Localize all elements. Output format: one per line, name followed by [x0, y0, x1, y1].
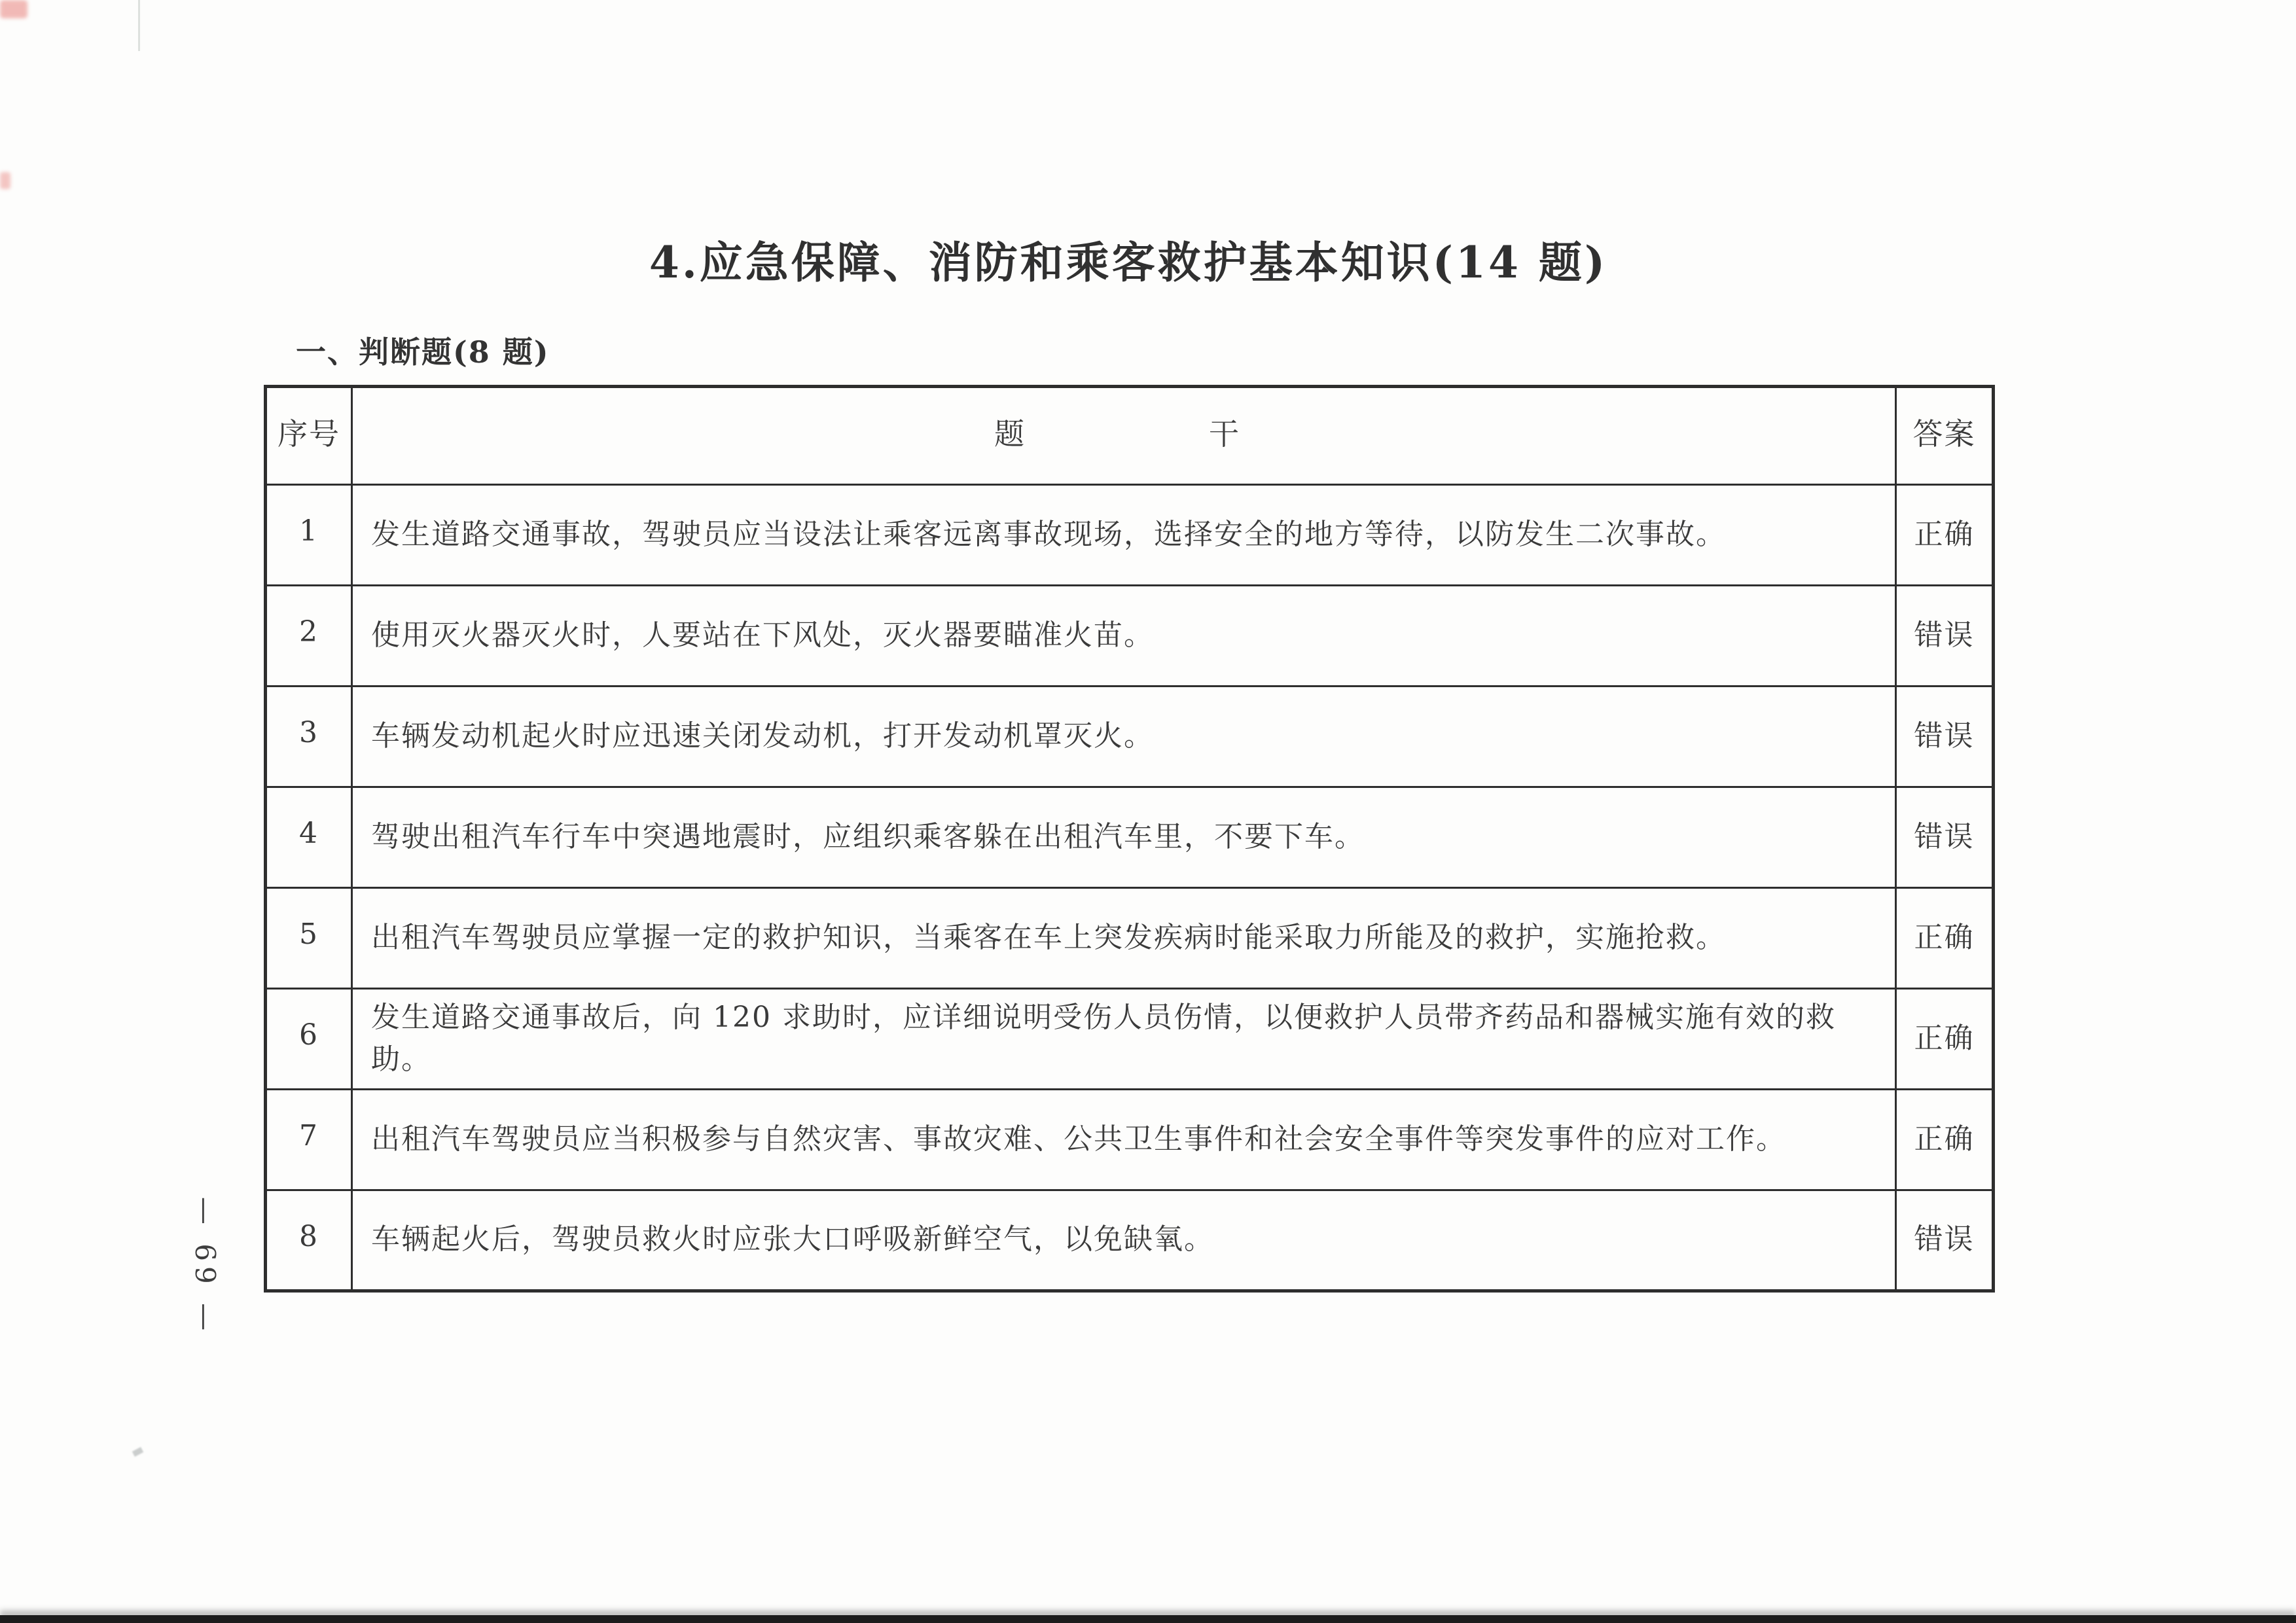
row-number: 6 — [266, 989, 352, 1090]
column-header-question-char-b: 干 — [1209, 416, 1240, 452]
answer-text: 正确 — [1896, 1090, 1994, 1190]
question-text: 出租汽车驾驶员应当积极参与自然灾害、事故灾难、公共卫生事件和社会安全事件等突发事件的应对工作。 — [352, 1090, 1896, 1190]
table-row — [266, 485, 1994, 586]
answer-text: 正确 — [1896, 989, 1994, 1090]
scan-bottom-edge — [0, 1615, 2296, 1623]
column-header-question-char-a: 题 — [994, 416, 1026, 452]
row-number: 1 — [266, 485, 352, 586]
page-title: 4.应急保障、消防和乘客救护基本知识(14 题) — [649, 237, 1608, 288]
answer-text: 正确 — [1896, 485, 1994, 586]
question-text: 发生道路交通事故后，向 120 求助时，应详细说明受伤人员伤情，以便救护人员带齐药品和器械实施有效的救助。 — [352, 989, 1896, 1090]
question-text: 发生道路交通事故，驾驶员应当设法让乘客远离事故现场，选择安全的地方等待，以防发生二次事故。 — [352, 485, 1896, 586]
answer-text: 错误 — [1896, 586, 1994, 687]
row-number: 8 — [266, 1190, 352, 1291]
scanner-red-smudge — [0, 0, 27, 18]
question-text: 车辆发动机起火时应迅速关闭发动机，打开发动机罩灭火。 — [352, 687, 1896, 787]
table-row — [266, 687, 1994, 787]
row-number: 7 — [266, 1090, 352, 1190]
question-text: 出租汽车驾驶员应掌握一定的救护知识，当乘客在车上突发疾病时能采取力所能及的救护，实施抢救。 — [352, 888, 1896, 989]
page-number: — 69 — — [189, 1196, 221, 1336]
column-header-index: 序号 — [266, 387, 352, 485]
row-number: 3 — [266, 687, 352, 787]
column-header-answer: 答案 — [1896, 387, 1994, 485]
answer-text: 错误 — [1896, 1190, 1994, 1291]
table-row — [266, 1090, 1994, 1190]
scan-streak-artifact — [138, 0, 140, 51]
row-number: 5 — [266, 888, 352, 989]
table-row — [266, 1190, 1994, 1291]
table-row — [266, 787, 1994, 888]
scan-speck-artifact — [132, 1447, 143, 1457]
table-header-row — [266, 387, 1994, 485]
table-row — [266, 586, 1994, 687]
scanner-red-speck — [0, 172, 10, 189]
answer-text: 正确 — [1896, 888, 1994, 989]
table-row — [266, 888, 1994, 989]
answer-text: 错误 — [1896, 687, 1994, 787]
judgment-questions-table — [264, 385, 1995, 1293]
question-text: 使用灭火器灭火时，人要站在下风处，灭火器要瞄准火苗。 — [352, 586, 1896, 687]
question-text: 车辆起火后，驾驶员救火时应张大口呼吸新鲜空气，以免缺氧。 — [352, 1190, 1896, 1291]
row-number: 4 — [266, 787, 352, 888]
answer-text: 错误 — [1896, 787, 1994, 888]
section-heading: 一、判断题(8 题) — [296, 334, 550, 370]
table-row — [266, 989, 1994, 1090]
row-number: 2 — [266, 586, 352, 687]
column-header-question — [352, 387, 1896, 485]
question-text: 驾驶出租汽车行车中突遇地震时，应组织乘客躲在出租汽车里，不要下车。 — [352, 787, 1896, 888]
